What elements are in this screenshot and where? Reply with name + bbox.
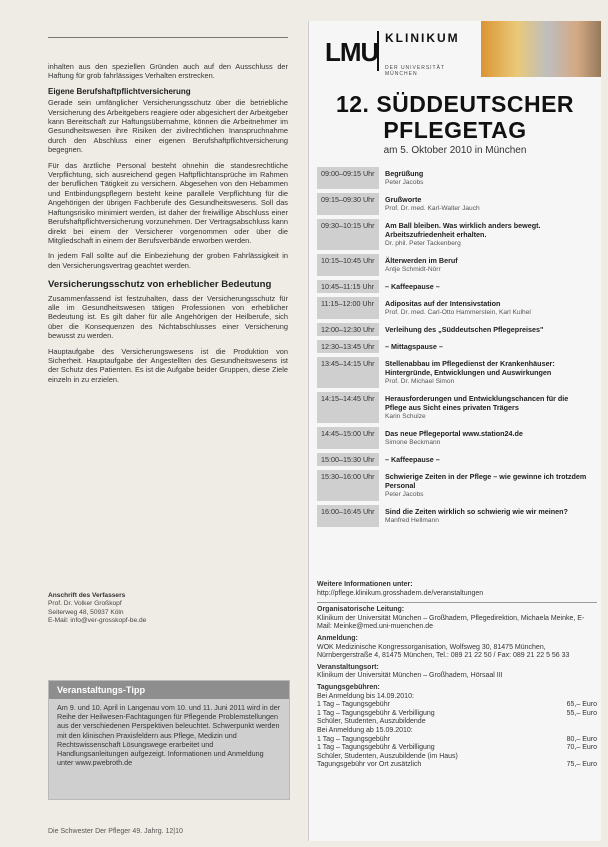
header-rule [48,37,288,38]
program-title: Begrüßung [385,169,424,178]
program-row [317,425,597,451]
fee-row [317,761,597,770]
fee-label: 1 Tag – Tagungsgebühr [317,735,390,743]
program-time: 15:00–15:30 Uhr [317,453,379,466]
program-speaker: Antje Schmidt-Nörr [385,266,441,273]
fee-row [317,753,597,762]
fee-row [317,710,597,719]
author-name: Prof. Dr. Volker Großkopf [48,600,122,608]
program-speaker: Prof. Dr. Michael Simon [385,378,455,385]
program-title: Das neue Pflegeportal www.station24.de [385,429,523,438]
fees-heading: Tagungsgebühren: [317,683,380,691]
fee-label: 1 Tag – Tagungsgebühr & Verbilligung [317,709,435,717]
program-time: 12:30–13:45 Uhr [317,340,379,353]
program-row [317,503,597,529]
program-time: 13:45–14:15 Uhr [317,357,379,388]
program-title: – Mittagspause – [385,342,443,351]
program-title: Am Ball bleiben. Was wirklich anders bewegt. Arbeitszufriedenheit erhalten. [385,221,541,239]
program-title: – Kaffeepause – [385,455,440,464]
klinikum-block [377,31,477,77]
program-title: Adipositas auf der Intensivstation [385,299,501,308]
paragraph-4: Zusammenfassend ist festzuhalten, dass der Versicherungsschutz für alle im Gesundheitswesen tätigen Professionen von erheblicher Bedeutung ist. Es gilt daher für alle Angehörigen der Heilberufe, sich über die Konsequenzen des Nichtabschlusses einer Versicherung bewusst zu werden. [48,293,288,341]
fee-label: Schüler, Studenten, Auszubildende [317,718,426,726]
registration-heading: Anmeldung: [317,634,358,642]
program-content [379,297,597,319]
header-photo [481,21,601,77]
program-speaker: Prof. Dr. med. Karl-Walter Jauch [385,205,480,212]
heading-versicherungsschutz: Versicherungsschutz von erheblicher Bedeutung [48,279,272,291]
program-time: 14:45–15:00 Uhr [317,427,379,449]
fee-row [317,736,597,745]
program-row [317,321,597,338]
program-content [379,453,597,466]
fee-price: 65,– Euro [566,701,597,709]
intro-paragraph: inhalten aus den speziellen Gründen auch auf den Ausschluss der Haftung für grob fahrlässiges Verhalten erstrecken. [48,62,288,81]
program-speaker: Simone Beckmann [385,439,441,446]
program-time: 09:00–09:15 Uhr [317,167,379,189]
article-column [48,62,288,390]
program-speaker: Peter Jacobs [385,179,424,186]
page-footer: Die Schwester Der Pfleger 49. Jahrg. 12|10 [48,828,183,835]
program-row [317,451,597,468]
program-row [317,252,597,278]
program-row [317,165,597,191]
event-tip-title: Veranstaltungs-Tipp [49,681,289,699]
author-label: Anschrift des Verfassers [48,592,126,599]
registration-body: WOK Medizinische Kongressorganisation, Wolfsweg 30, 81475 München, Nürnbergerstraße 4, 81475 München, Tel.: 089 21 22 50 / Fax: 089 21 22 5 56 33 [317,643,570,660]
klinikum-text: KLINIKUM [385,31,460,45]
fee-label: Tagungsgebühr vor Ort zusätzlich [317,761,422,769]
program-row [317,217,597,252]
program-title: Sind die Zeiten wirklich so schwierig wie wir meinen? [385,507,568,516]
info-heading: Weitere Informationen unter: [317,581,413,588]
fee-label: 1 Tag – Tagungsgebühr & Verbilligung [317,744,435,752]
fee-price: 70,– Euro [566,744,597,752]
paragraph-2: Für das ärztliche Personal besteht ohnehin die standesrechtliche Verpflichtung, sich ausreichend gegen Haftpflichtansprüche im Rahmen der beruflichen Tätigkeit zu versichern. Abgesehen von den Hebammen und Entbindungspflegern besteht keine parallele Verpflichtung für die Angehörigen der übrigen Fachberufe des Gesundheitswesens. Soll das Haftungsrisiko minimiert werden, ist daher der freiwillige Abschluss einer Berufshaftpflichtversicherung vorzunehmen. Der Vertragsabschluss kann direkt bei einem der Versicherer vorgenommen oder über die Mitgliedschaft in einem der Berufsverbände erworben werden. [48,160,288,245]
program-row [317,338,597,355]
program-speaker: Dr. phil. Peter Tackenberg [385,240,461,247]
lmu-klinikum-logo [325,31,475,77]
program-schedule [317,165,597,529]
program-content [379,505,597,527]
program-title: Verleihung des „Süddeutschen Pflegepreises" [385,325,544,334]
program-speaker: Karin Schulze [385,413,426,420]
program-content [379,427,597,449]
author-email: E-Mail: info@ver-grosskopf-be.de [48,617,147,625]
author-address [48,592,288,626]
program-title: Älterwerden im Beruf [385,256,458,265]
org-body: Klinikum der Universität München – Großhadern, Pflegedirektion, Michaela Meinke, E-Mail: Meinke@med.uni-muenchen.de [317,614,585,631]
heading-eigene: Eigene Berufshaftpflichtversicherung [48,86,191,96]
venue-body: Klinikum der Universität München – Großhadern, Hörsaal III [317,672,503,680]
program-row [317,355,597,390]
program-title: Stellenabbau im Pflegedienst der Krankenhäuser: Hintergründe, Entwicklungen und Auswirkungen [385,359,555,377]
fees-early-list [317,701,597,727]
fee-row [317,701,597,710]
program-time: 11:15–12:00 Uhr [317,297,379,319]
fees-late-list [317,736,597,770]
event-title-line1: 12. SÜDDEUTSCHER [335,91,575,117]
program-speaker: Manfred Hellmann [385,517,439,524]
divider [317,602,597,603]
fee-price: 80,– Euro [566,735,597,743]
program-speaker: Peter Jacobs [385,491,424,498]
info-url[interactable]: http://pflege.klinikum.grosshadern.de/veranstaltungen [317,589,484,597]
event-tip-box [48,680,290,800]
fee-label: 1 Tag – Tagungsgebühr [317,701,390,709]
program-row [317,468,597,503]
program-time: 10:45–11:15 Uhr [317,280,379,293]
paragraph-5: Hauptaufgabe des Versicherungswesens ist die Produktion von Sicherheit. Hauptaufgabe der Angestellten des Gesundheitswesens ist der Schutz des Patienten. Es ist die Aufgabe beider Gruppen, diese Ziele einzeln in zu erzielen. [48,346,288,384]
program-title: Grußworte [385,195,422,204]
program-time: 15:30–16:00 Uhr [317,470,379,501]
event-date: am 5. Oktober 2010 in München [383,145,527,156]
fee-label: Schüler, Studenten, Auszubildende (im Haus) [317,752,458,760]
program-time: 09:15–09:30 Uhr [317,193,379,215]
program-time: 12:00–12:30 Uhr [317,323,379,336]
fees-late-label: Bei Anmeldung ab 15.09.2010: [317,726,413,734]
program-row [317,390,597,425]
program-time: 16:00–16:45 Uhr [317,505,379,527]
fee-row [317,718,597,727]
fee-row [317,744,597,753]
author-street: Seiterweg 48, 50937 Köln [48,608,124,616]
program-content [379,193,597,215]
program-time: 14:15–14:45 Uhr [317,392,379,423]
program-content [379,470,597,501]
program-content [379,357,597,388]
paragraph-1: Gerade sein umfänglicher Versicherungsschutz über die betriebliche Versicherung des Arbeitgebers reagiere oder abgesichert der Arbeitgeber kann Bereitschaft zur Haftungsübernahme, können die Arbeitnehmer im Gesundheitswesen ihre Risiken der zivilrechtlichen Inanspruchnahme durch den Abschluss einer eigenen Berufshaftpflichtversicherung begegnen. [48,98,288,155]
event-title-line2: PFLEGETAG [383,117,527,143]
program-row [317,278,597,295]
paragraph-3: In jedem Fall sollte auf die Einbeziehung der groben Fahrlässigkeit in den Versicherungsvertrag geachtet werden. [48,251,288,270]
program-content [379,219,597,250]
program-time: 10:15–10:45 Uhr [317,254,379,276]
advertisement-panel [308,21,601,841]
fees-early-label: Bei Anmeldung bis 14.09.2010: [317,692,414,700]
program-speaker: Prof. Dr. med. Carl-Otto Hammerstein, Karl Kulhel [385,309,531,316]
event-info [317,581,597,773]
program-row [317,295,597,321]
org-heading: Organisatorische Leitung: [317,606,405,614]
program-content [379,254,597,276]
venue-heading: Veranstaltungsort: [317,663,379,671]
program-time: 09:30–10:15 Uhr [317,219,379,250]
program-content [379,340,597,353]
program-title: – Kaffeepause – [385,282,440,291]
program-row [317,191,597,217]
event-tip-body: Am 9. und 10. April in Langenau vom 10. und 11. Juni 2011 wird in der Reihe der Heilwesen-Fachtagungen für Pflegende Problemstellungen aus der verschiedenen Perspektiven beleuchtet. Schwerpunkt werden mit den klinischen Praxisfeldern aus Pflege, Medizin und Rechtswissenschaft Lösungswege erarbeitet und Handlungsanleitungen aufgezeigt. Informationen und Anmeldung unter www.pwebroth.de [57,703,281,768]
fee-price: 75,– Euro [566,761,597,769]
klinikum-subtext: DER UNIVERSITÄT MÜNCHEN [385,65,445,77]
program-title: Herausforderungen und Entwicklungschancen für die Pflege aus Sicht eines privaten Trägers [385,394,569,412]
program-content [379,323,597,336]
program-title: Schwierige Zeiten in der Pflege – wie gewinne ich trotzdem Personal [385,472,587,490]
fee-price: 55,– Euro [566,709,597,717]
program-content [379,167,597,189]
program-content [379,392,597,423]
program-content [379,280,597,293]
lmu-logo-text: LMU [325,37,379,67]
